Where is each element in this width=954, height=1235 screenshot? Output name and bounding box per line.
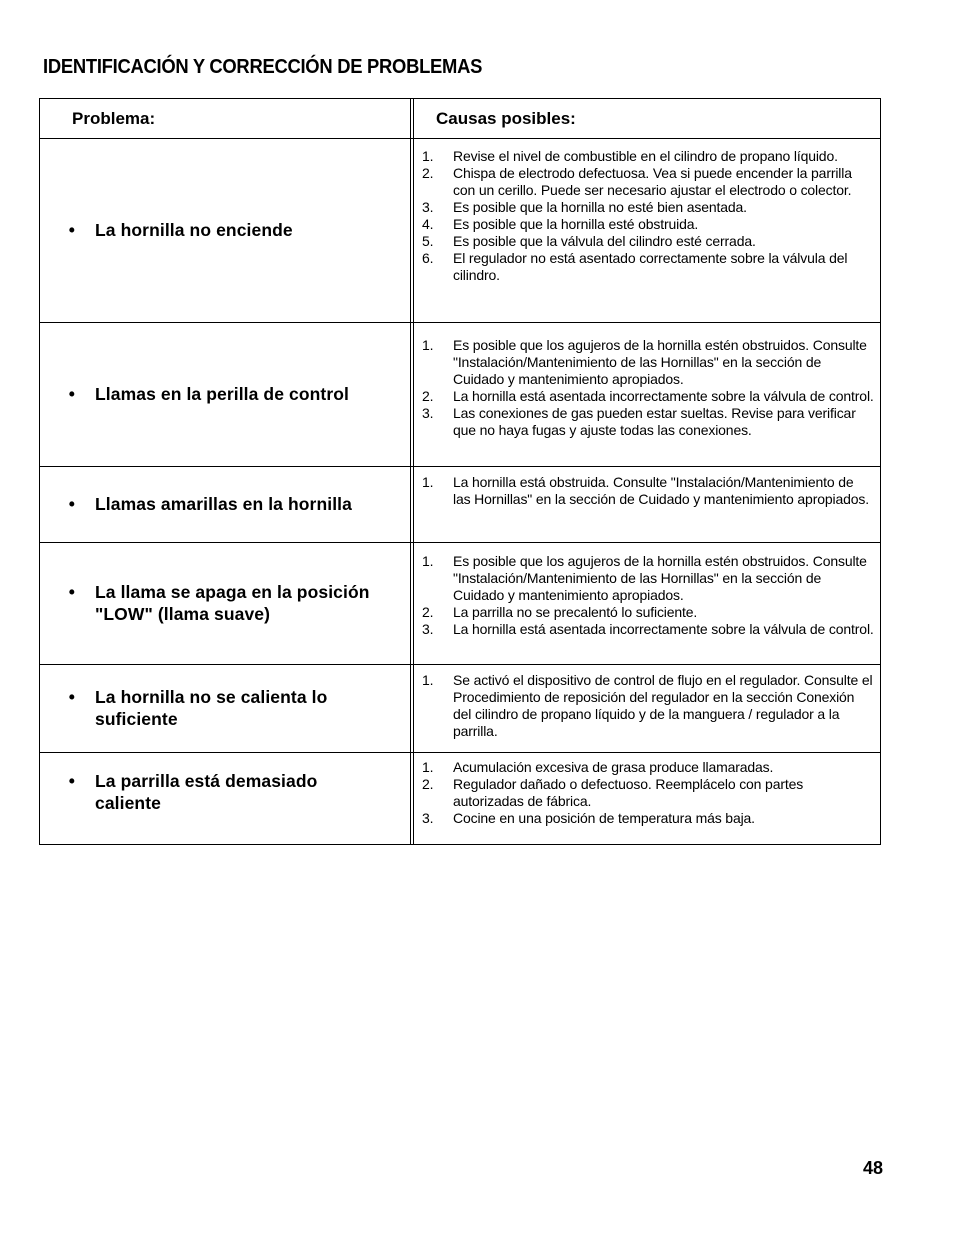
problem-text: La hornilla no se calienta lo suficiente [95, 687, 328, 729]
table-row [39, 542, 881, 664]
item-text: La parrilla no se precalentó lo suficiente. [453, 604, 698, 620]
item-number: 1. [422, 337, 434, 353]
item-number: 2. [422, 165, 434, 181]
item-number: 1. [422, 474, 434, 490]
bullet: • [68, 771, 75, 791]
item-text: Acumulación excesiva de grasa produce llamaradas. [453, 759, 774, 775]
item-number: 2. [422, 388, 434, 404]
table-row [39, 752, 881, 844]
page-number: 48 [862, 1158, 883, 1178]
item-text: Es posible que los agujeros de la hornilla estén obstruidos. Consulte "Instalación/Mantenimiento de las Hornillas" en la sección de Cuidado y mantenimiento apropiados. [453, 553, 867, 603]
item-text: Cocine en una posición de temperatura más baja. [453, 810, 755, 826]
item-text: La hornilla está asentada incorrectamente sobre la válvula de control. [453, 388, 874, 404]
problem-cell [39, 542, 410, 664]
table-rule [39, 466, 881, 467]
item-number: 3. [422, 621, 434, 637]
list-item [422, 759, 874, 776]
item-text: Las conexiones de gas pueden estar sueltas. Revise para verificar que no haya fugas y ajuste todas las conexiones. [453, 405, 856, 438]
problem-text: Llamas amarillas en la hornilla [95, 494, 352, 514]
item-number: 3. [422, 810, 434, 826]
list-item [422, 604, 874, 621]
causes-cell [413, 542, 881, 664]
item-number: 2. [422, 604, 434, 620]
list-item [422, 250, 874, 284]
header-problem-label: Problema: [72, 109, 156, 128]
item-number: 6. [422, 250, 434, 266]
bullet: • [68, 494, 75, 514]
table-rule [39, 138, 881, 139]
problem-text: Llamas en la perilla de control [95, 384, 350, 404]
item-number: 3. [422, 405, 434, 421]
item-text: Es posible que la válvula del cilindro esté cerrada. [453, 233, 756, 249]
bullet: • [68, 220, 75, 240]
table-header-row [39, 98, 881, 138]
list-item [422, 216, 874, 233]
list-item [422, 776, 874, 810]
causes-cell [413, 752, 881, 844]
item-text: Es posible que la hornilla no esté bien asentada. [453, 199, 747, 215]
problem-cell [39, 138, 410, 322]
item-number: 1. [422, 553, 434, 569]
problem-text: La parrilla está demasiado caliente [95, 771, 318, 813]
causes-cell [413, 664, 881, 752]
item-text: Regulador dañado o defectuoso. Reemplácelo con partes autorizadas de fábrica. [453, 776, 804, 809]
causes-cell [413, 322, 881, 466]
item-text: Revise el nivel de combustible en el cilindro de propano líquido. [453, 148, 838, 164]
item-number: 5. [422, 233, 434, 249]
problem-cell [39, 322, 410, 466]
causes-list [422, 553, 874, 638]
list-item [422, 337, 874, 388]
bullet: • [68, 384, 75, 404]
bullet: • [68, 687, 75, 707]
item-text: Es posible que la hornilla esté obstruida. [453, 216, 699, 232]
header-cell-problem [39, 98, 410, 138]
item-number: 1. [422, 148, 434, 164]
item-number: 1. [422, 672, 434, 688]
list-item [422, 810, 874, 827]
list-item [422, 388, 874, 405]
list-item [422, 474, 874, 508]
problem-text: La hornilla no enciende [95, 220, 293, 240]
header-causes-label: Causas posibles: [436, 109, 576, 128]
problem-text: La llama se apaga en la posición "LOW" (llama suave) [95, 582, 370, 624]
list-item [422, 233, 874, 250]
table-row [39, 138, 881, 322]
item-number: 3. [422, 199, 434, 215]
item-text: La hornilla está asentada incorrectamente sobre la válvula de control. [453, 621, 874, 637]
table-row [39, 322, 881, 466]
header-cell-causes [413, 98, 881, 138]
list-item [422, 148, 874, 165]
causes-list [422, 148, 874, 284]
item-text: Se activó el dispositivo de control de flujo en el regulador. Consulte el Procedimiento de reposición del regulador en la sección Conexión del cilindro de propano líquido y de la manguera / regulador a la parrilla. [453, 672, 873, 739]
problem-cell [39, 664, 410, 752]
table-row [39, 664, 881, 752]
table-row [39, 466, 881, 542]
list-item [422, 165, 874, 199]
list-item [422, 672, 874, 740]
table-rule [39, 322, 881, 323]
item-text: La hornilla está obstruida. Consulte "Instalación/Mantenimiento de las Hornillas" en la sección de Cuidado y mantenimiento apropiados. [453, 474, 869, 507]
item-text: Es posible que los agujeros de la hornilla estén obstruidos. Consulte "Instalación/Mantenimiento de las Hornillas" en la sección de Cuidado y mantenimiento apropiados. [453, 337, 867, 387]
table-rule [39, 752, 881, 753]
list-item [422, 553, 874, 604]
item-text: El regulador no está asentado correctamente sobre la válvula del cilindro. [453, 250, 848, 283]
table-rule [39, 844, 881, 845]
causes-list [422, 474, 874, 508]
causes-list [422, 759, 874, 827]
problem-cell [39, 466, 410, 542]
causes-cell [413, 466, 881, 542]
causes-list [422, 672, 874, 740]
item-number: 2. [422, 776, 434, 792]
item-number: 4. [422, 216, 434, 232]
causes-cell [413, 138, 881, 322]
bullet: • [68, 582, 75, 602]
list-item [422, 405, 874, 439]
table-rule [39, 98, 881, 99]
page-title: IDENTIFICACIÓN Y CORRECCIÓN DE PROBLEMAS [43, 56, 483, 78]
item-text: Chispa de electrodo defectuosa. Vea si puede encender la parrilla con un cerillo. Puede ser necesario ajustar el electrodo o colector. [453, 165, 852, 198]
table-rule [39, 664, 881, 665]
list-item [422, 621, 874, 638]
causes-list [422, 337, 874, 439]
problem-cell [39, 752, 410, 844]
table-rule [39, 542, 881, 543]
list-item [422, 199, 874, 216]
item-number: 1. [422, 759, 434, 775]
